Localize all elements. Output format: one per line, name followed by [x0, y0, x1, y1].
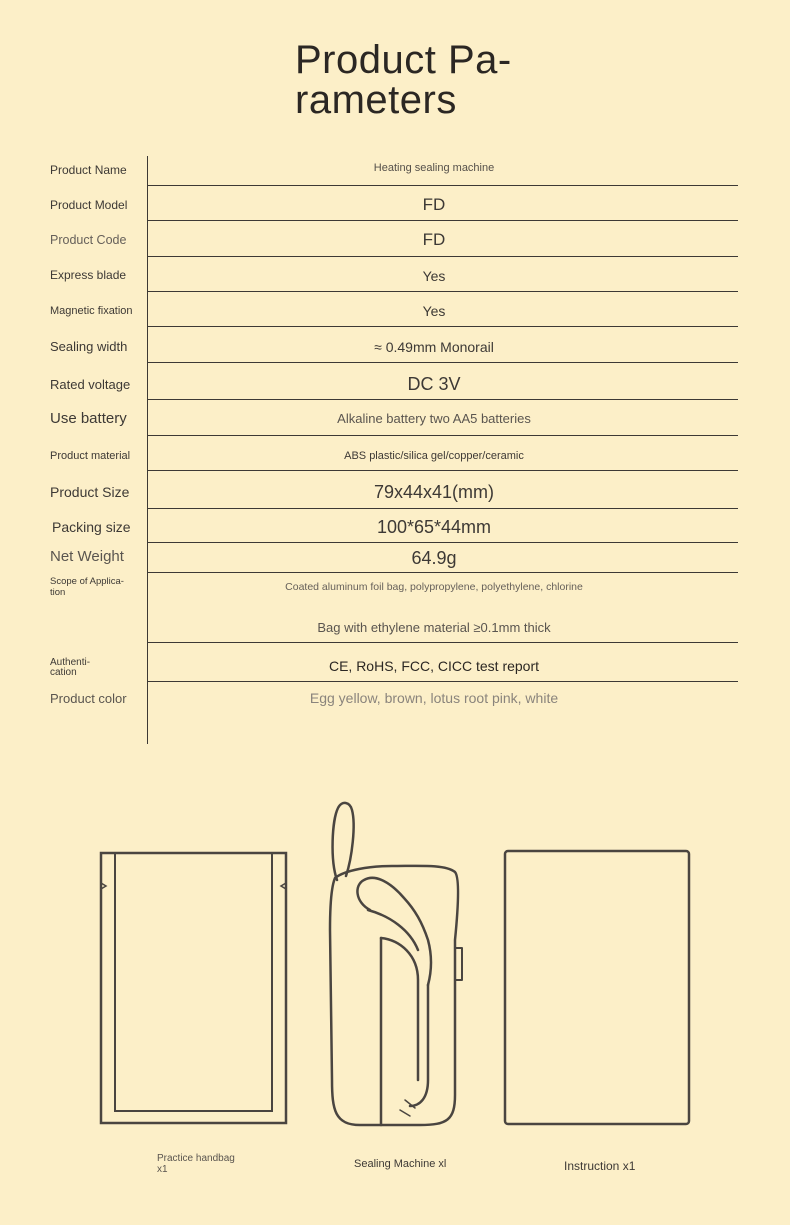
handbag-caption-line1: Practice handbag — [157, 1153, 235, 1164]
row-divider — [148, 326, 738, 327]
param-label: Magnetic fixation — [50, 305, 133, 317]
instruction-icon — [505, 851, 689, 1124]
handbag-caption — [157, 1153, 235, 1175]
param-value: DC 3V — [407, 374, 461, 394]
row-divider — [148, 362, 738, 363]
param-value: Yes — [422, 268, 446, 284]
row-divider — [148, 642, 738, 643]
row-divider — [148, 185, 738, 186]
param-label: Express blade — [50, 268, 127, 282]
param-value: 64.9g — [411, 548, 457, 568]
title-line-2: rameters — [295, 78, 457, 122]
row-divider — [148, 572, 738, 573]
param-label: Product color — [50, 691, 127, 706]
param-label-continued: tion — [50, 587, 66, 598]
instruction-caption: Instruction x1 — [564, 1159, 636, 1173]
row-divider — [148, 508, 738, 509]
param-label: Scope of Applica- — [50, 576, 124, 587]
param-label: Product Model — [50, 198, 128, 212]
param-value: Coated aluminum foil bag, polypropylene, polyethylene, chlorine — [285, 581, 583, 593]
row-divider — [148, 256, 738, 257]
param-label: Rated voltage — [50, 377, 131, 392]
param-label: Sealing width — [50, 339, 128, 354]
row-divider — [148, 291, 738, 292]
row-divider — [148, 542, 738, 543]
param-value: Heating sealing machine — [373, 162, 495, 174]
sealing-machine-icon — [330, 803, 462, 1125]
param-value: Alkaline battery two AA5 batteries — [337, 411, 531, 426]
param-value: FD — [422, 230, 446, 249]
handbag-caption-line2: x1 — [157, 1164, 168, 1175]
param-value: 79x44x41(mm) — [373, 482, 495, 502]
contents-illustration — [0, 780, 790, 1200]
handbag-icon — [101, 853, 286, 1123]
param-label: Product Code — [50, 233, 127, 247]
param-value: ABS plastic/silica gel/copper/ceramic — [344, 450, 524, 462]
title-line-1: Product Pa- — [295, 38, 512, 82]
page-title — [295, 40, 512, 120]
param-label: Authenti- — [50, 657, 91, 668]
machine-caption: Sealing Machine xl — [354, 1158, 447, 1170]
param-value: 100*65*44mm — [376, 517, 492, 537]
param-label-continued: cation — [50, 667, 77, 678]
param-label: Product material — [50, 450, 131, 462]
row-divider — [148, 435, 738, 436]
row-divider — [148, 470, 738, 471]
param-value: FD — [422, 195, 446, 214]
param-value: CE, RoHS, FCC, CICC test report — [328, 658, 540, 674]
param-value: ≈ 0.49mm Monorail — [374, 339, 494, 355]
row-divider — [148, 681, 738, 682]
row-divider — [148, 399, 738, 400]
param-value-continued: Bag with ethylene material ≥0.1mm thick — [317, 620, 551, 635]
param-label: Packing size — [52, 519, 131, 535]
param-label: Net Weight — [50, 548, 124, 565]
param-label: Product Size — [50, 484, 130, 500]
package-contents — [0, 780, 790, 1200]
param-value: Egg yellow, brown, lotus root pink, white — [309, 690, 559, 706]
row-divider — [148, 220, 738, 221]
param-label: Product Name — [50, 163, 127, 177]
param-label: Use battery — [50, 410, 127, 427]
param-value: Yes — [422, 303, 446, 319]
